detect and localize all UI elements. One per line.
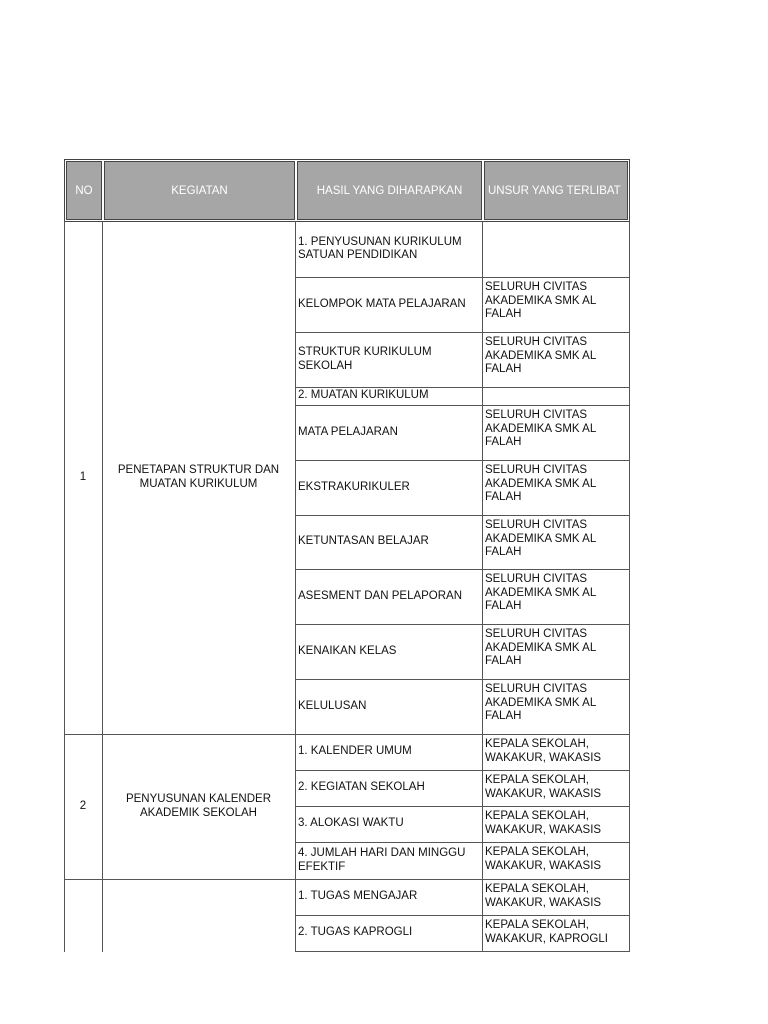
header-no: NO — [66, 161, 102, 220]
table-cell-hasil: KELULUSAN — [298, 699, 367, 712]
table-cell-hasil: 4. JUMLAH HARI DAN MINGGU EFEKTIF — [298, 847, 466, 873]
table-cell-hasil: 2. TUGAS KAPROGLI — [298, 926, 413, 939]
grid-line-hasil — [482, 221, 483, 952]
grid-line-no — [102, 221, 103, 952]
table-cell-unsur: KEPALA SEKOLAH, WAKAKUR, WAKASIS — [485, 883, 602, 909]
header-hasil: HASIL YANG DIHARAPKAN — [297, 161, 482, 220]
table-cell-unsur: SELURUH CIVITAS AKADEMIKA SMK AL FALAH — [485, 519, 596, 558]
table-cell-hasil: EKSTRAKURIKULER — [298, 480, 410, 493]
table-cell-unsur: SELURUH CIVITAS AKADEMIKA SMK AL FALAH — [485, 683, 596, 722]
table-cell-hasil: 1. PENYUSUNAN KURIKULUM SATUAN PENDIDIKAN — [298, 235, 462, 261]
table-cell-kegiatan: PENYUSUNAN KALENDER AKADEMIK SEKOLAH — [125, 793, 272, 819]
table-cell-hasil: 2. MUATAN KURIKULUM — [298, 389, 429, 402]
table-cell-no — [64, 879, 102, 951]
table-cell-unsur: SELURUH CIVITAS AKADEMIKA SMK AL FALAH — [485, 336, 596, 375]
grid-line-left — [64, 221, 65, 952]
table-cell-unsur: SELURUH CIVITAS AKADEMIKA SMK AL FALAH — [485, 464, 596, 503]
table-cell-hasil: STRUKTUR KURIKULUM SEKOLAH — [298, 346, 432, 372]
grid-line-right — [629, 221, 630, 952]
table-cell-unsur: SELURUH CIVITAS AKADEMIKA SMK AL FALAH — [485, 628, 596, 667]
table-cell-unsur — [483, 387, 628, 405]
grid-line-kegiatan — [295, 221, 296, 952]
table-cell-unsur: SELURUH CIVITAS AKADEMIKA SMK AL FALAH — [485, 573, 596, 612]
table-cell-unsur: KEPALA SEKOLAH, WAKAKUR, WAKASIS — [485, 846, 602, 872]
spreadsheet-table — [64, 159, 630, 952]
table-cell-no: 2 — [79, 799, 87, 812]
table-cell-hasil: 2. KEGIATAN SEKOLAH — [298, 781, 425, 794]
table-cell-unsur: KEPALA SEKOLAH, WAKAKUR, WAKASIS — [485, 810, 602, 836]
table-cell-unsur: KEPALA SEKOLAH, WAKAKUR, WAKASIS — [485, 738, 602, 764]
table-cell-kegiatan — [102, 879, 295, 951]
table-cell-unsur: SELURUH CIVITAS AKADEMIKA SMK AL FALAH — [485, 409, 596, 448]
table-cell-hasil: 3. ALOKASI WAKTU — [298, 817, 404, 830]
table-cell-hasil: KELOMPOK MATA PELAJARAN — [298, 297, 466, 310]
table-cell-hasil: KENAIKAN KELAS — [298, 644, 397, 657]
table-cell-unsur: SELURUH CIVITAS AKADEMIKA SMK AL FALAH — [485, 281, 596, 320]
table-cell-unsur — [483, 221, 628, 277]
table-cell-hasil: 1. KALENDER UMUM — [298, 745, 412, 758]
header-unsur: UNSUR YANG TERLIBAT — [484, 161, 628, 220]
table-cell-unsur: KEPALA SEKOLAH, WAKAKUR, KAPROGLI — [485, 919, 608, 945]
table-cell-hasil: MATA PELAJARAN — [298, 425, 398, 438]
table-cell-unsur: KEPALA SEKOLAH, WAKAKUR, WAKASIS — [485, 774, 602, 800]
row-divider — [295, 951, 630, 952]
table-cell-hasil: ASESMENT DAN PELAPORAN — [298, 589, 463, 602]
table-cell-hasil: 1. TUGAS MENGAJAR — [298, 890, 418, 903]
table-cell-no: 1 — [79, 470, 87, 483]
table-cell-hasil: KETUNTASAN BELAJAR — [298, 535, 429, 548]
header-kegiatan: KEGIATAN — [104, 161, 295, 220]
table-cell-kegiatan: PENETAPAN STRUKTUR DAN MUATAN KURIKULUM — [117, 464, 280, 490]
